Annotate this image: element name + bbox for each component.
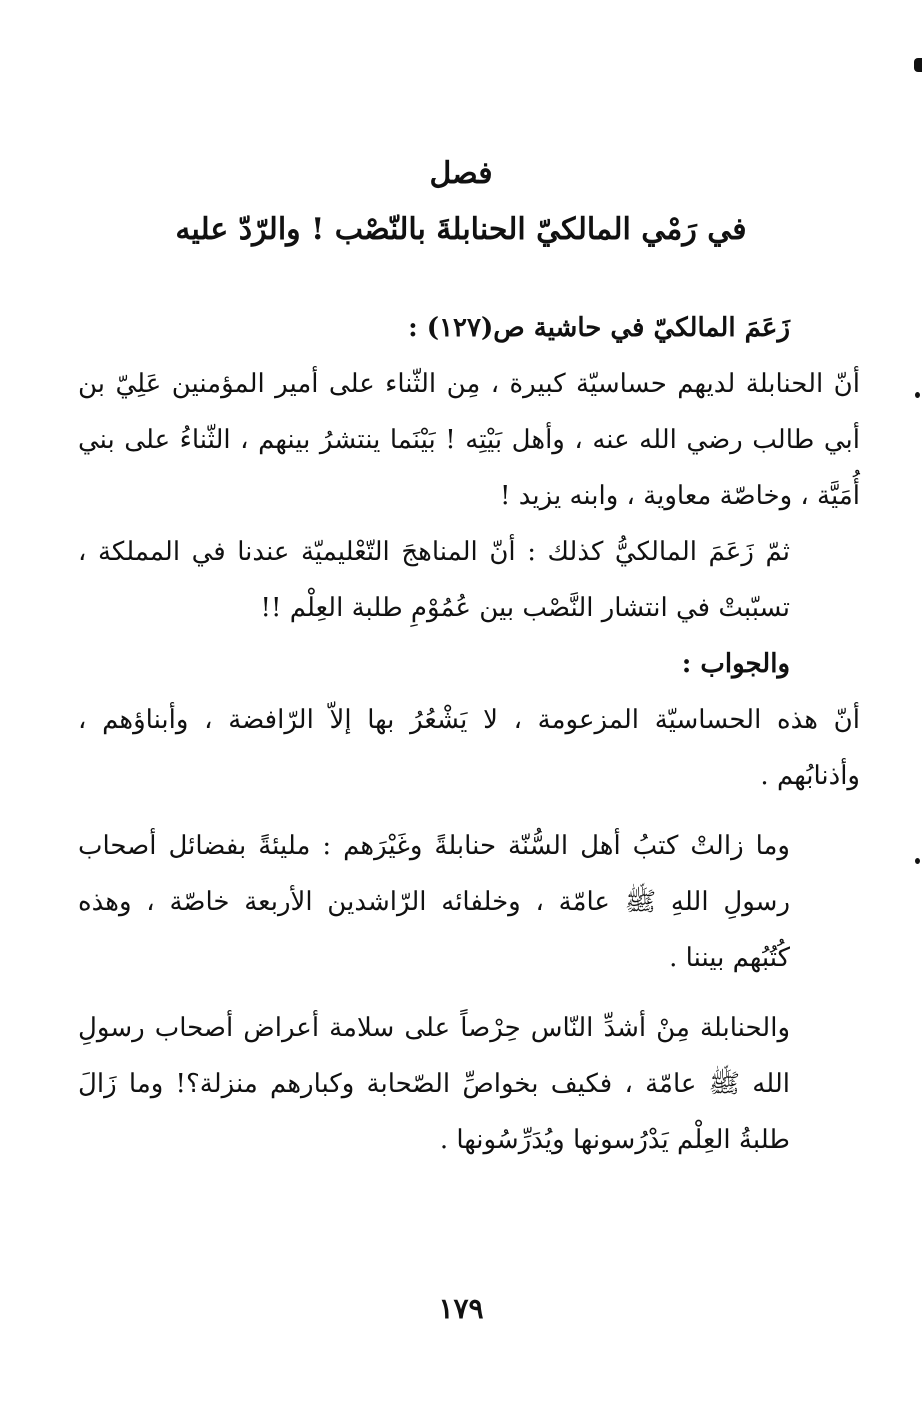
paragraph: وما زالتْ كتبُ أهل السُّنّة حنابلةً وغَيْرَهم : مليئةً بفضائل أصحاب رسولِ اللهِ ﷺ عامّة ، وخلفائه الرّاشدين الأربعة خاصّة ، وهذه كُتُبُهم بيننا . [78,831,790,973]
answer-heading: والجواب : [681,649,790,679]
section-title: فصل [429,156,493,191]
claim-intro: زَعَمَ المالكيّ في حاشية ص(١٢٧) : [408,313,790,343]
paragraph: والحنابلة مِنْ أشدِّ النّاس حِرْصاً على سلامة أعراض أصحاب رسولِ الله ﷺ عامّة ، فكيف بخواصِّ الصّحابة وكبارهم منزلة؟! وما زَالَ طلبةُ العِلْم يَدْرُسونها ويُدَرِّسُونها . [78,1013,790,1155]
margin-mark [914,58,922,72]
paragraph: ثمّ زَعَمَ المالكيُّ كذلك : أنّ المناهجَ التّعْليميّة عندنا في المملكة ، تسبّبتْ في انتشار النَّصْب بين عُمُوْمِ طلبة العِلْم !! [78,537,790,623]
margin-mark [915,392,920,398]
body-text [78,300,860,1168]
margin-mark [915,858,920,864]
paragraph: أنّ الحنابلة لديهم حساسيّة كبيرة ، مِن الثّناء على أمير المؤمنين عَلِيّ بن أبي طالب رضي الله عنه ، وأهل بَيْتِه ! بَيْنَما ينتشرُ بينهم ، الثّناءُ على بني أُمَيَّة ، وخاصّة معاوية ، وابنه يزيد ! [78,369,860,511]
section-subtitle: في رَمْي المالكيّ الحنابلةَ بالنّصْب ! والرّدّ عليه [175,212,747,247]
page-number: ١٧٩ [438,1292,484,1325]
paragraph: أنّ هذه الحساسيّة المزعومة ، لا يَشْعُرُ بها إلاّ الرّافضة ، وأبناؤهم ، وأذنابُهم . [78,705,860,791]
